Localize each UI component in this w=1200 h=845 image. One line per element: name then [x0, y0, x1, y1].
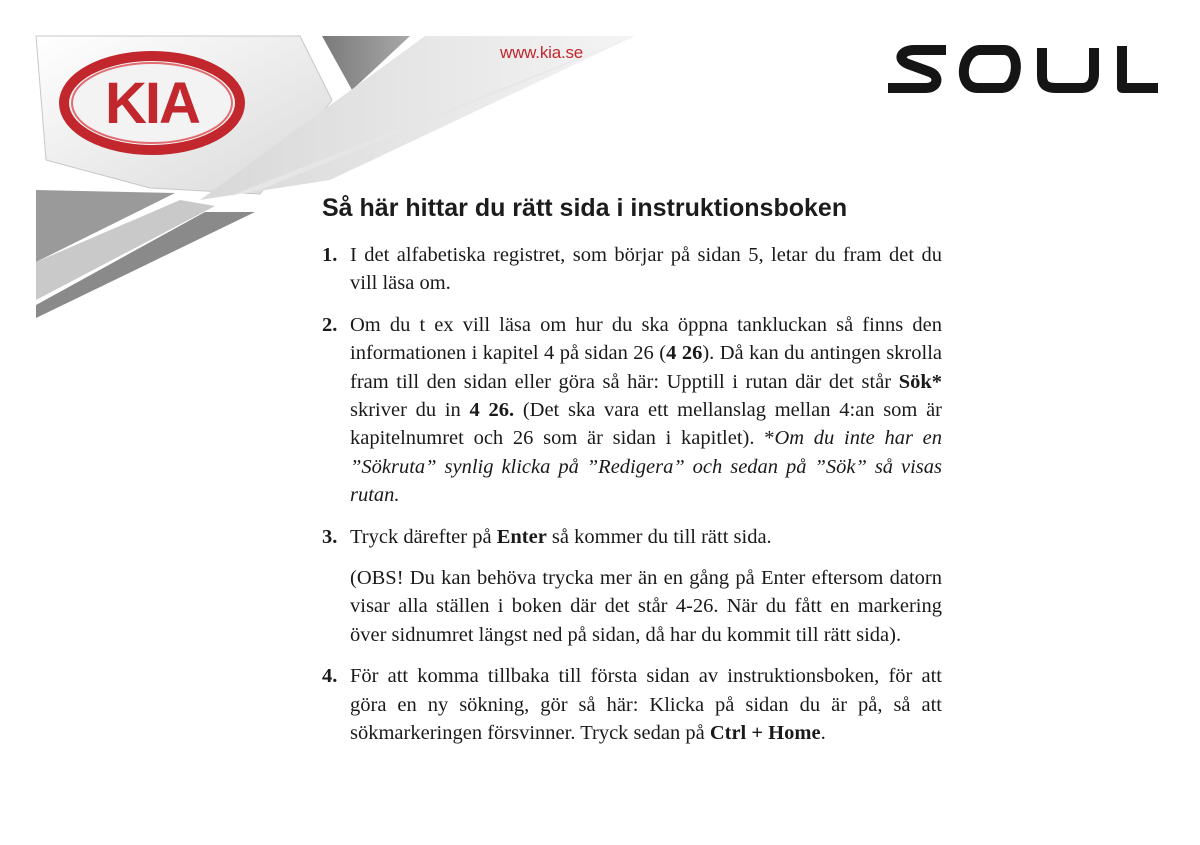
- note-paragraph: (OBS! Du kan behöva trycka mer än en gång på Enter eftersom datorn visar alla ställen i boken där det står 4-26. När du fått en markering över sidnumret längst ned på sidan, då har du kommit till rätt sida).: [350, 567, 942, 646]
- svg-text:KIA: KIA: [105, 71, 199, 136]
- footnote-text: Om du inte har en ”Sökruta” synlig klicka på ”Redigera” och sedan på ”Sök” så visas rutan.: [350, 427, 942, 507]
- step-text: Om du t ex vill läsa om hur du ska öppna tankluckan så finns den informationen i kapitel 4 på sidan 26 (: [350, 313, 942, 365]
- step-text: så kommer du till rätt sida.: [546, 525, 772, 548]
- list-item: [322, 311, 942, 510]
- kia-logo: [64, 56, 240, 150]
- step-text: ). Då kan du antingen skrolla fram till den sidan eller göra så här: Upptill i rutan där det står: [350, 342, 942, 393]
- step-number: 3.: [322, 525, 338, 548]
- list-item: [322, 662, 942, 747]
- step-text: (Det ska vara ett mellanslag mellan 4:an som är kapitelnumret och 26 som är sidan i kapitlet).: [350, 399, 943, 450]
- step-number: 1.: [322, 244, 338, 266]
- key-name: Enter: [496, 525, 547, 548]
- step-text: skriver du in: [350, 399, 470, 422]
- website-url: www.kia.se: [500, 43, 584, 62]
- footnote-marker: *: [764, 427, 775, 450]
- page-title: Så här hittar du rätt sida i instruktionsboken: [322, 194, 848, 222]
- search-value: 4 26.: [469, 399, 515, 422]
- step-text: .: [820, 722, 826, 745]
- step-text: Tryck därefter på: [350, 525, 497, 548]
- step-number: 4.: [322, 665, 338, 688]
- soul-logo: [884, 42, 1160, 98]
- step-text: För att komma tillbaka till första sidan av instruktionsboken, för att göra en ny sökning, gör så här: Klicka på sidan du är på, så att sökmarkeringen försvinner. Tryck sedan på: [350, 665, 942, 745]
- search-field-name: Sök*: [898, 370, 942, 393]
- key-combo: Ctrl + Home: [709, 722, 821, 745]
- instruction-list: [322, 241, 942, 761]
- list-item: [322, 241, 942, 298]
- step-number: 2.: [322, 313, 338, 336]
- list-item: [322, 523, 942, 551]
- step-text: I det alfabetiska registret, som börjar på sidan 5, letar du fram det du vill läsa om.: [350, 244, 942, 295]
- page-reference: 4 26: [666, 342, 703, 365]
